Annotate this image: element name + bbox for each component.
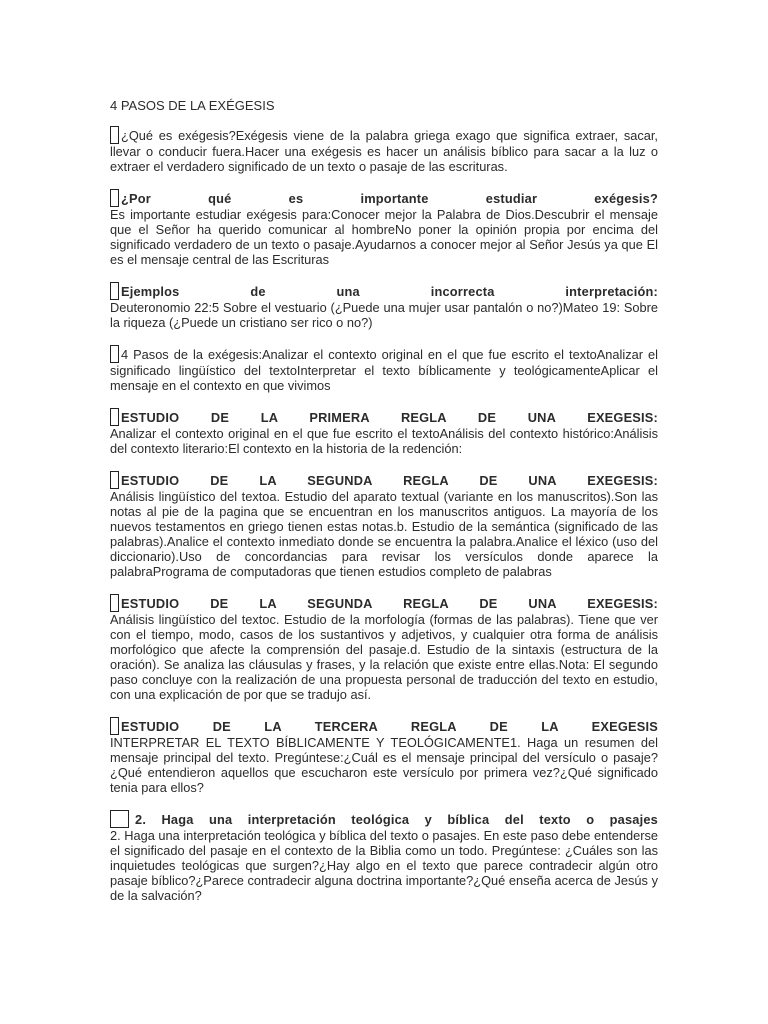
checkbox-placeholder-icon [110, 126, 119, 144]
checkbox-placeholder-icon [110, 471, 119, 489]
section-ejemplos [110, 282, 658, 330]
section-body: 2. Haga una interpretación teológica y bíblica del texto o pasajes. En este paso debe entenderse el significado del pasaje en el contexto de la Biblia como un todo. Pregúntese: ¿Cuáles son las inquietudes teológicas que surgen?¿Hay algo en el texto que parece contradecir algún otro pasaje bíblico?¿Parece contradecir alguna doctrina importante?¿Qué enseña acerca de Jesús y de la salvación? [110, 828, 658, 903]
section-heading: ESTUDIO DE LA SEGUNDA REGLA DE UNA EXEGESIS: [121, 596, 658, 611]
checkbox-placeholder-icon [110, 189, 119, 207]
section-heading: ESTUDIO DE LA PRIMERA REGLA DE UNA EXEGESIS: [121, 410, 658, 425]
section-body: 4 Pasos de la exégesis:Analizar el contexto original en el que fue escrito el textoAnalizar el significado lingüístico del textoInterpretar el texto bíblicamente y teológicamenteAplicar el mensaje en el contexto en que vivimos [110, 347, 658, 393]
checkbox-placeholder-icon [110, 810, 129, 828]
section-por-que-importante [110, 189, 658, 267]
section-que-es-exegesis [110, 126, 658, 174]
section-heading: ESTUDIO DE LA SEGUNDA REGLA DE UNA EXEGESIS: [121, 473, 658, 488]
section-primera-regla [110, 408, 658, 456]
checkbox-placeholder-icon [110, 408, 119, 426]
section-4-pasos [110, 345, 658, 393]
checkbox-placeholder-icon [110, 282, 119, 300]
section-body: INTERPRETAR EL TEXTO BÍBLICAMENTE Y TEOLÓGICAMENTE1. Haga un resumen del mensaje principal del texto. Pregúntese:¿Cuál es el mensaje principal del versículo o pasaje?¿Qué entendieron aquellos que escucharon este versículo por primera vez?¿Qué significado tenia para ellos? [110, 735, 658, 795]
checkbox-placeholder-icon [110, 717, 119, 735]
section-body: Deuteronomio 22:5 Sobre el vestuario (¿Puede una mujer usar pantalón o no?)Mateo 19: Sobre la riqueza (¿Puede un cristiano ser rico o no?) [110, 300, 658, 330]
section-tercera-regla [110, 717, 658, 795]
section-heading: 2. Haga una interpretación teológica y bíblica del texto o pasajes [135, 812, 658, 827]
section-segunda-regla-b [110, 594, 658, 702]
checkbox-placeholder-icon [110, 345, 119, 363]
document-title: 4 PASOS DE LA EXÉGESIS [110, 98, 275, 113]
section-body: ¿Qué es exégesis?Exégesis viene de la palabra griega exago que significa extraer, sacar, llevar o conducir fuera.Hacer una exégesis es hacer un análisis bíblico para sacar a la luz o extraer el verdadero significado de un texto o pasaje de las escrituras. [110, 128, 658, 174]
section-heading: ¿Por qué es importante estudiar exégesis? [121, 191, 658, 206]
section-body: Es importante estudiar exégesis para:Conocer mejor la Palabra de Dios.Descubrir el mensaje que el Señor ha querido comunicar al hombreNo poner la opinión propia por encima del significado verdadero de un texto o pasaje.Ayudarnos a conocer mejor al Señor Jesús ya que El es el mensaje central de las Escrituras [110, 207, 658, 267]
section-segunda-regla-a [110, 471, 658, 579]
section-body: Análisis lingüístico del textoc. Estudio de la morfología (formas de las palabras). Tiene que ver con el tiempo, modo, casos de los sustantivos y adjetivos, y cualquier otra forma de análisis morfológico que afecte la comprensión del pasaje.d. Estudio de la sintaxis (estructura de la oración). Se analiza las cláusulas y frases, y la relación que existe entre ellas.Nota: El segundo paso concluye con la realización de una propuesta personal de traducción del texto en estudio, con una explicación de por que se tradujo así. [110, 612, 658, 702]
section-heading: ESTUDIO DE LA TERCERA REGLA DE LA EXEGESIS [121, 719, 658, 734]
section-body: Análisis lingüístico del textoa. Estudio del aparato textual (variante en los manuscritos).Son las notas al pie de la pagina que se encuentran en los manuscritos antiguos. La mayoría de los nuevos testamentos en griego tienen estas notas.b. Estudio de la semántica (significado de las palabras).Analice el contexto inmediato donde se encuentra la palabra.Analice el léxico (uso del diccionario).Uso de concordancias para revisar los versículos donde aparece la palabraPrograma de computadoras que tienen estudios completo de palabras [110, 489, 658, 579]
section-interpretacion-teologica [110, 810, 658, 903]
section-body: Analizar el contexto original en el que fue escrito el textoAnálisis del contexto histórico:Análisis del contexto literario:El contexto en la historia de la redención: [110, 426, 658, 456]
checkbox-placeholder-icon [110, 594, 119, 612]
section-heading: Ejemplos de una incorrecta interpretación: [121, 284, 658, 299]
document-page [110, 97, 658, 918]
